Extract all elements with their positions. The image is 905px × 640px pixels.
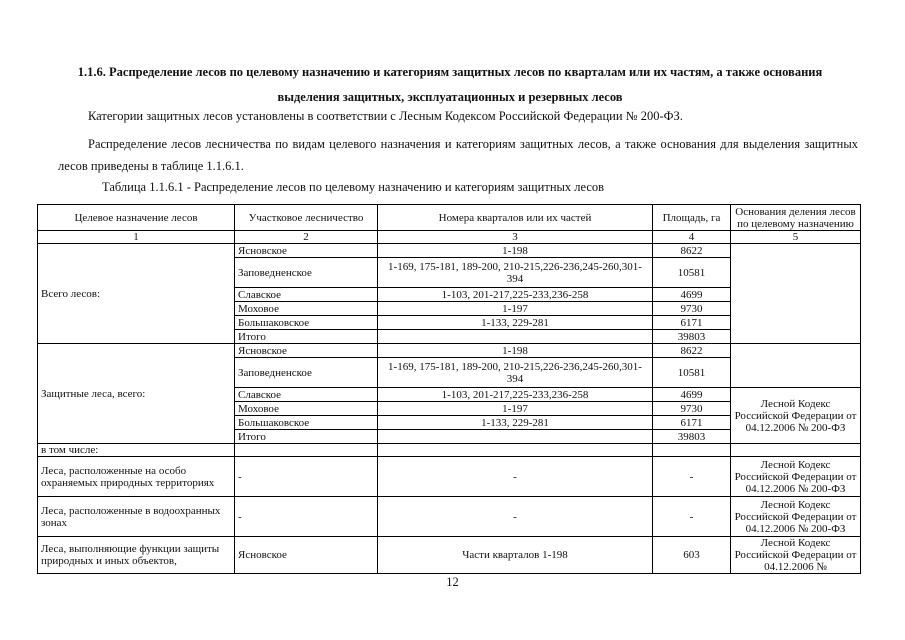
- basis-cell: [731, 344, 861, 388]
- forestry-cell: Моховое: [235, 302, 378, 316]
- category-name: Леса, расположенные на особо охраняемых природных территориях: [38, 457, 235, 497]
- quarters-cell: 1-169, 175-181, 189-200, 210-215,226-236,245-260,301-394: [378, 358, 653, 388]
- area-cell: 9730: [653, 402, 731, 416]
- quarters-cell: [378, 330, 653, 344]
- heading-line-2: выделения защитных, эксплуатационных и резервных лесов: [277, 90, 623, 104]
- area-cell: 39803: [653, 430, 731, 444]
- forestry-cell: Славское: [235, 288, 378, 302]
- including-label: в том числе:: [38, 444, 235, 457]
- column-number: 4: [653, 231, 731, 244]
- area-cell: 6171: [653, 416, 731, 430]
- area-cell: 4699: [653, 288, 731, 302]
- category-name: Леса, выполняющие функции защиты природных и иных объектов,: [38, 537, 235, 574]
- forestry-cell: Большаковское: [235, 316, 378, 330]
- forestry-cell: Заповедненское: [235, 258, 378, 288]
- area-cell: 39803: [653, 330, 731, 344]
- section-heading: [40, 60, 860, 110]
- area-cell: 4699: [653, 388, 731, 402]
- column-number: 1: [38, 231, 235, 244]
- forestry-cell: Большаковское: [235, 416, 378, 430]
- category-name: Леса, расположенные в водоохранных зонах: [38, 497, 235, 537]
- heading-line-1: 1.1.6. Распределение лесов по целевому назначению и категориям защитных лесов по кварталам или их частям, а также основания: [77, 65, 823, 79]
- table-row: [38, 537, 861, 574]
- header-cell: Основания деления лесов по целевому назначению: [731, 205, 861, 231]
- column-number: 3: [378, 231, 653, 244]
- quarters-cell: -: [378, 497, 653, 537]
- basis-cell: [731, 244, 861, 344]
- quarters-cell: 1-133, 229-281: [378, 416, 653, 430]
- basis-cell: Лесной Кодекс Российской Федерации от 04.12.2006 № 200-ФЗ: [731, 497, 861, 537]
- area-cell: 8622: [653, 344, 731, 358]
- column-number: 5: [731, 231, 861, 244]
- paragraph-1: Категории защитных лесов установлены в соответствии с Лесным Кодексом Российской Федерации № 200-ФЗ.: [88, 109, 683, 123]
- table-row: [38, 497, 861, 537]
- forestry-cell: Заповедненское: [235, 358, 378, 388]
- empty-cell: [731, 444, 861, 457]
- forestry-cell: Ясновское: [235, 537, 378, 574]
- area-cell: 10581: [653, 358, 731, 388]
- forestry-cell: Ясновское: [235, 244, 378, 258]
- area-cell: 6171: [653, 316, 731, 330]
- quarters-cell: 1-198: [378, 344, 653, 358]
- forestry-cell: Славское: [235, 388, 378, 402]
- table-row: [38, 244, 861, 258]
- quarters-cell: 1-103, 201-217,225-233,236-258: [378, 288, 653, 302]
- quarters-cell: 1-133, 229-281: [378, 316, 653, 330]
- forestry-cell: Ясновское: [235, 344, 378, 358]
- quarters-cell: 1-197: [378, 402, 653, 416]
- area-cell: 9730: [653, 302, 731, 316]
- forestry-cell: -: [235, 457, 378, 497]
- header-cell: Площадь, га: [653, 205, 731, 231]
- forestry-cell: Моховое: [235, 402, 378, 416]
- basis-cell: Лесной Кодекс Российской Федерации от 04.12.2006 № 200-ФЗ: [731, 457, 861, 497]
- table-header-row: [38, 205, 861, 231]
- empty-cell: [378, 444, 653, 457]
- forest-distribution-table: [37, 204, 861, 574]
- quarters-cell: -: [378, 457, 653, 497]
- group-label: Защитные леса, всего:: [38, 344, 235, 444]
- paragraph-2: Распределение лесов лесничества по видам целевого назначения и категориям защитных лесов, а также основания для выделения защитных лесов приведены в таблице 1.1.6.1.: [58, 137, 858, 173]
- forestry-cell: Итого: [235, 430, 378, 444]
- page-number: 12: [446, 575, 459, 589]
- header-cell: Целевое назначение лесов: [38, 205, 235, 231]
- quarters-cell: [378, 430, 653, 444]
- quarters-cell: 1-198: [378, 244, 653, 258]
- area-cell: 603: [653, 537, 731, 574]
- area-cell: 10581: [653, 258, 731, 288]
- area-cell: -: [653, 457, 731, 497]
- table-row: [38, 444, 861, 457]
- header-cell: Участковое лесничество: [235, 205, 378, 231]
- basis-cell: Лесной Кодекс Российской Федерации от 04.12.2006 № 200-ФЗ: [731, 388, 861, 444]
- forestry-cell: -: [235, 497, 378, 537]
- group-label: Всего лесов:: [38, 244, 235, 344]
- quarters-cell: 1-169, 175-181, 189-200, 210-215,226-236,245-260,301-394: [378, 258, 653, 288]
- table-number-row: [38, 231, 861, 244]
- area-cell: -: [653, 497, 731, 537]
- table-row: [38, 344, 861, 358]
- column-number: 2: [235, 231, 378, 244]
- header-cell: Номера кварталов или их частей: [378, 205, 653, 231]
- area-cell: 8622: [653, 244, 731, 258]
- empty-cell: [235, 444, 378, 457]
- forestry-cell: Итого: [235, 330, 378, 344]
- quarters-cell: Части кварталов 1-198: [378, 537, 653, 574]
- quarters-cell: 1-197: [378, 302, 653, 316]
- table-row: [38, 457, 861, 497]
- basis-cell: Лесной Кодекс Российской Федерации от 04.12.2006 №: [731, 537, 861, 574]
- quarters-cell: 1-103, 201-217,225-233,236-258: [378, 388, 653, 402]
- table-caption: Таблица 1.1.6.1 - Распределение лесов по целевому назначению и категориям защитных лесов: [102, 180, 605, 194]
- empty-cell: [653, 444, 731, 457]
